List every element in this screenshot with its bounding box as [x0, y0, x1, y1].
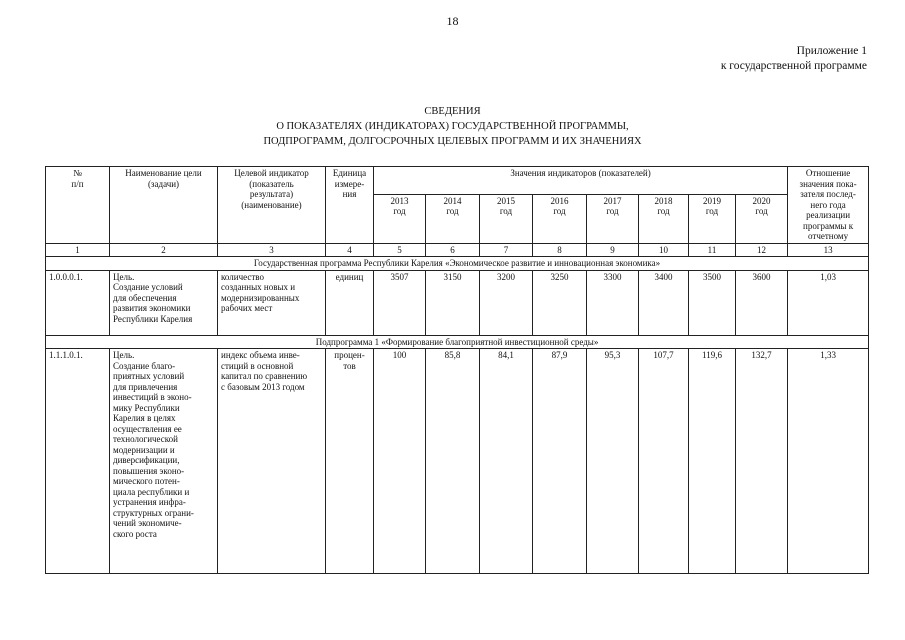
row-value: 95,3 [587, 349, 639, 574]
column-number: 9 [587, 243, 639, 257]
appendix-line-2: к государственной программе [720, 60, 867, 72]
row-value: 3300 [587, 270, 639, 335]
column-number: 1 [46, 243, 110, 257]
document-title [0, 104, 905, 149]
header-unit: Единица измере- ния [326, 167, 374, 244]
header-year: 2016 год [533, 194, 587, 243]
appendix-note [721, 44, 867, 74]
header-ratio: Отношение значения пока- зателя послед- него года реализации программы к отчетному [788, 167, 869, 244]
row-value: 3507 [374, 270, 426, 335]
indicators-table [45, 166, 869, 574]
row-num: 1.1.1.0.1. [46, 349, 110, 574]
row-value: 119,6 [689, 349, 736, 574]
header-year: 2018 год [639, 194, 689, 243]
row-value: 100 [374, 349, 426, 574]
title-line-3: ПОДПРОГРАММ, ДОЛГОСРОЧНЫХ ЦЕЛЕВЫХ ПРОГРАММ И ИХ ЗНАЧЕНИЯХ [263, 136, 642, 147]
column-number: 3 [218, 243, 326, 257]
row-value: 3600 [736, 270, 788, 335]
section-row-subprogram [46, 335, 869, 349]
row-value: 84,1 [480, 349, 533, 574]
row-value: 85,8 [426, 349, 480, 574]
row-num: 1.0.0.0.1. [46, 270, 110, 335]
page-number: 18 [446, 14, 459, 28]
header-year: 2020 год [736, 194, 788, 243]
table-row [46, 270, 869, 335]
header-year: 2019 год [689, 194, 736, 243]
header-goal: Наименование цели (задачи) [110, 167, 218, 244]
header-year: 2017 год [587, 194, 639, 243]
header-year: 2013 год [374, 194, 426, 243]
row-value: 87,9 [533, 349, 587, 574]
column-number: 10 [639, 243, 689, 257]
title-line-1: СВЕДЕНИЯ [424, 106, 481, 117]
table-row [46, 349, 869, 574]
column-number: 12 [736, 243, 788, 257]
row-indicator: индекс объема инве- стиций в основной капитал по сравнению с базовым 2013 годом [218, 349, 326, 574]
section-title-program: Государственная программа Республики Карелия «Экономическое развитие и инновационная экономика» [46, 257, 869, 271]
column-number-row [46, 243, 869, 257]
column-number: 8 [533, 243, 587, 257]
row-value: 107,7 [639, 349, 689, 574]
row-value: 3500 [689, 270, 736, 335]
column-number: 2 [110, 243, 218, 257]
section-title-subprogram: Подпрограмма 1 «Формирование благоприятной инвестиционной среды» [46, 335, 869, 349]
column-number: 7 [480, 243, 533, 257]
header-num: № п/п [46, 167, 110, 244]
column-number: 6 [426, 243, 480, 257]
row-unit: единиц [326, 270, 374, 335]
column-number: 11 [689, 243, 736, 257]
row-value: 132,7 [736, 349, 788, 574]
row-ratio: 1,03 [788, 270, 869, 335]
header-year: 2014 год [426, 194, 480, 243]
column-number: 13 [788, 243, 869, 257]
appendix-line-1: Приложение 1 [796, 45, 867, 57]
row-ratio: 1,33 [788, 349, 869, 574]
row-goal: Цель. Создание благо- приятных условий для привлечения инвестиций в эконо- мику Республики Карелия в целях осуществления ее технологической модернизации и диверсификации, повышения эконо- мического потен- циала республики и устранения инфра- структурных ограни- чений экономиче- ского роста [110, 349, 218, 574]
title-line-2: О ПОКАЗАТЕЛЯХ (ИНДИКАТОРАХ) ГОСУДАРСТВЕННОЙ ПРОГРАММЫ, [276, 121, 629, 132]
row-value: 3150 [426, 270, 480, 335]
section-row-program [46, 257, 869, 271]
row-goal: Цель. Создание условий для обеспечения развития экономики Республики Карелия [110, 270, 218, 335]
row-value: 3250 [533, 270, 587, 335]
column-number: 4 [326, 243, 374, 257]
row-indicator: количество созданных новых и модернизированных рабочих мест [218, 270, 326, 335]
header-row-1 [46, 167, 869, 195]
row-value: 3200 [480, 270, 533, 335]
header-indicator: Целевой индикатор (показатель результата) (наименование) [218, 167, 326, 244]
row-value: 3400 [639, 270, 689, 335]
column-number: 5 [374, 243, 426, 257]
header-values-group: Значения индикаторов (показателей) [374, 167, 788, 195]
row-unit: процен- тов [326, 349, 374, 574]
header-year: 2015 год [480, 194, 533, 243]
